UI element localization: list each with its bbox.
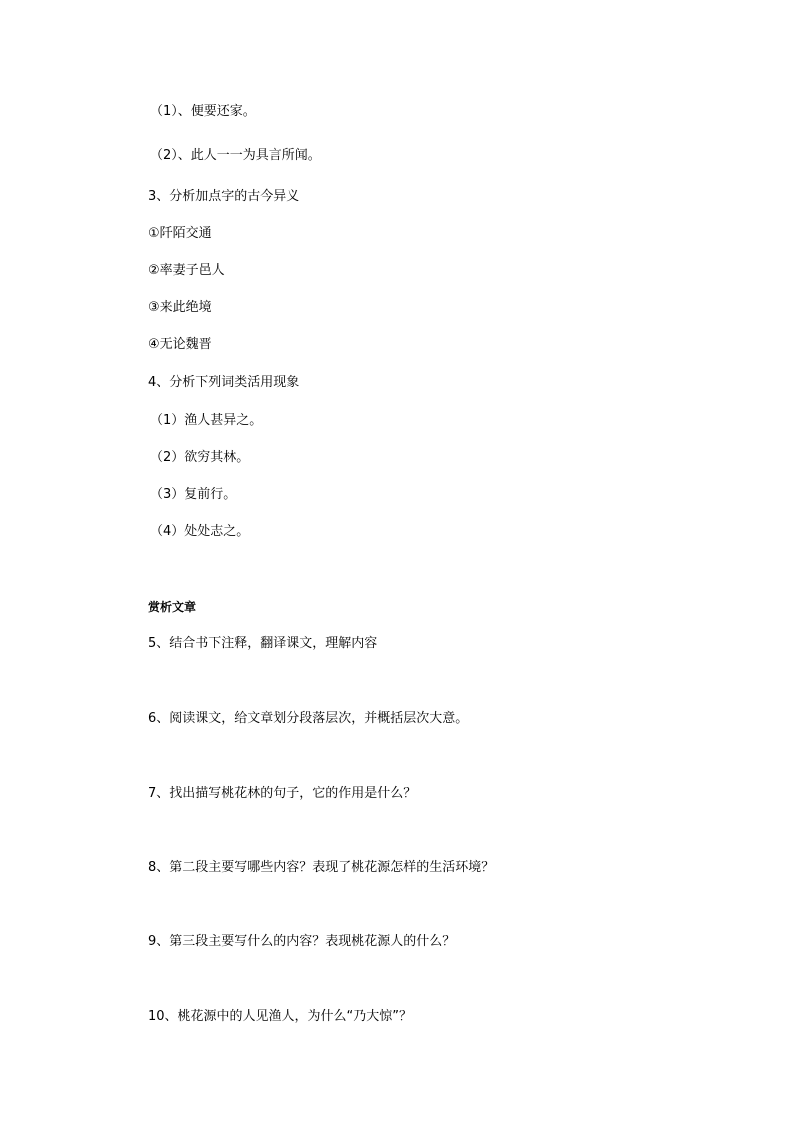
- question-6: 6、阅读课文，给文章划分段落层次，并概括层次大意。: [148, 711, 469, 726]
- question-4-item-4: （4）处处志之。: [150, 524, 250, 539]
- answer-line-2: （2）、此人一一为具言所闻。: [150, 148, 321, 163]
- question-4-item-2: （2）欲穷其林。: [150, 450, 250, 465]
- question-8: 8、第二段主要写哪些内容？表现了桃花源怎样的生活环境？: [148, 860, 495, 875]
- question-3-item-2: ②率妻子邑人: [148, 263, 225, 278]
- question-10: 10、桃花源中的人见渔人，为什么“乃大惊”？: [148, 1009, 413, 1024]
- answer-line-1: （1）、便要还家。: [150, 104, 256, 119]
- question-9: 9、第三段主要写什么的内容？表现桃花源人的什么？: [148, 934, 456, 949]
- question-3-item-1: ①阡陌交通: [148, 226, 212, 241]
- question-4-item-3: （3）复前行。: [150, 487, 237, 502]
- question-3-item-3: ③来此绝境: [148, 300, 212, 315]
- question-4-item-1: （1）渔人甚异之。: [150, 413, 263, 428]
- question-7: 7、找出描写桃花林的句子，它的作用是什么？: [148, 786, 417, 801]
- question-5: 5、结合书下注释，翻译课文，理解内容: [148, 636, 378, 651]
- question-3-item-4: ④无论魏晋: [148, 337, 212, 352]
- question-3: 3、分析加点字的古今异义: [148, 189, 300, 204]
- question-4: 4、分析下列词类活用现象: [148, 375, 300, 390]
- section-heading: 赏析文章: [148, 600, 197, 614]
